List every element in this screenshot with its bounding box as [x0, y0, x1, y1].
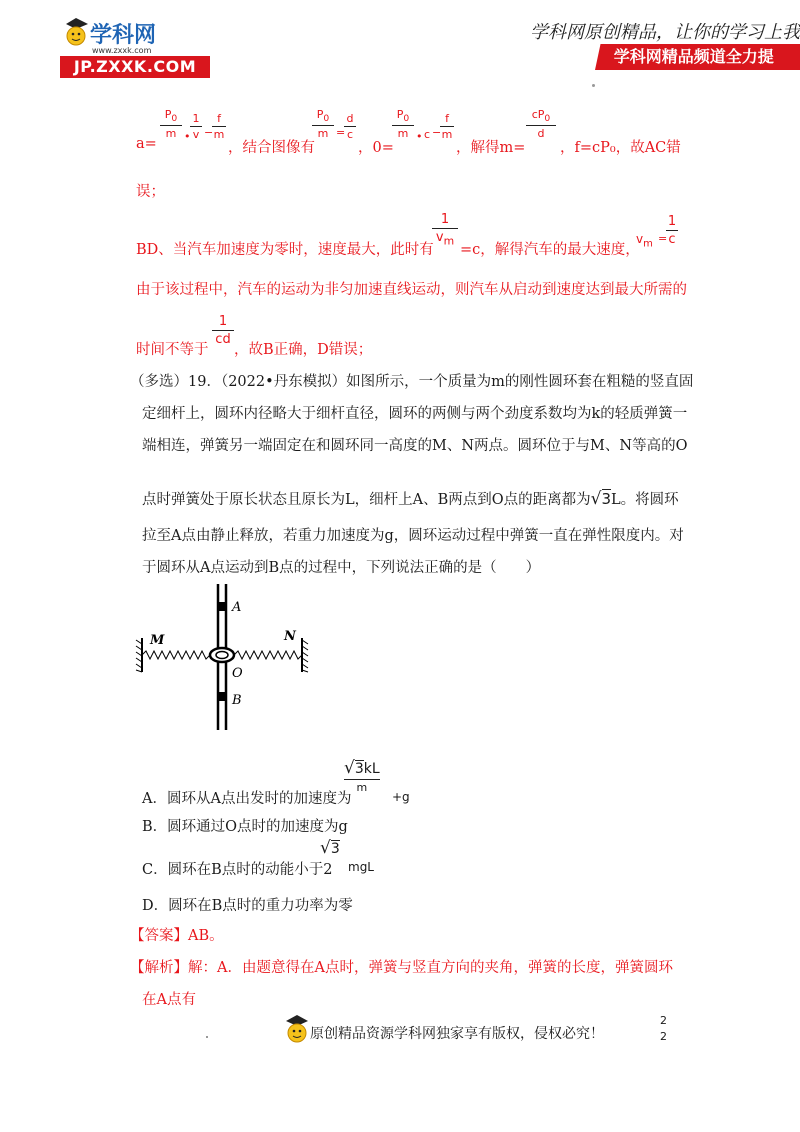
accel-label: a=	[136, 136, 157, 152]
option-c-sqrt	[320, 838, 340, 858]
frac-sub: 0	[403, 113, 410, 125]
copyright-notice: 原创精品资源学科网独家享有版权，侵权必究！	[310, 1026, 604, 1042]
frac-num: d	[346, 112, 354, 125]
frac-bar	[344, 126, 356, 127]
frac-bar	[212, 330, 234, 331]
solution-text: ，f=cP₀，故AC错	[560, 140, 681, 156]
header-dot	[592, 84, 595, 87]
spring-ring-diagram	[134, 584, 334, 734]
equals-operator: =	[658, 232, 668, 245]
solution-text: 误；	[136, 184, 165, 200]
frac-sub: m	[443, 234, 455, 248]
fraction-d-over-c	[344, 112, 356, 141]
question-text-part: 点时弹簧处于原长状态且原长为L，细杆上A、B两点到O点的距离都为	[142, 492, 591, 508]
option-a-text: A．圆环从A点出发时的加速度为	[142, 791, 352, 807]
option-c-text: C．圆环在B点时的动能小于2	[142, 862, 333, 878]
frac-num: 1	[440, 212, 450, 227]
frac-num: cP	[531, 108, 545, 121]
frac-den: c	[346, 128, 354, 141]
frac-bar	[440, 126, 454, 127]
solution-text: ，故B正确，D错误；	[234, 342, 373, 358]
mascot-icon	[62, 16, 90, 52]
dot-operator: •	[416, 130, 423, 143]
logo-url-small: www.zxxk.com	[92, 46, 152, 55]
solution-text: 由于该过程中，汽车的运动为非匀加速直线运动，则汽车从启动到速度达到最大所需的	[136, 282, 687, 298]
question-text: （多选）19．（2022•丹东模拟）如图所示，一个质量为m的刚性圆环套在粗糙的竖直固	[130, 374, 694, 390]
question-text: 定细杆上，圆环内径略大于细杆直径，圆环的两侧与两个劲度系数均为k的轻质弹簧一	[142, 406, 688, 422]
sqrt-radicand: 3	[330, 841, 340, 857]
frac-bar	[190, 126, 202, 127]
page-number-top: 2	[660, 1014, 667, 1027]
fraction-f-over-m	[212, 112, 226, 141]
option-a-tail: +g	[392, 790, 410, 804]
sqrt-radicand: 3	[601, 490, 612, 508]
logo-domain-bar	[60, 56, 210, 78]
analysis-label: 【解析】	[130, 960, 188, 976]
frac-den: m	[317, 127, 329, 141]
answer-value: AB。	[188, 928, 224, 944]
header-slogan: 学科网原创精品，让你的学习上我	[530, 22, 800, 43]
solution-text: ，解得m=	[456, 140, 526, 156]
frac-sub: 0	[323, 113, 330, 125]
frac-sub: 0	[171, 113, 178, 125]
solution-text: ，结合图像有	[228, 140, 315, 156]
fraction-p0-over-m	[160, 108, 182, 140]
fraction-1-over-cd	[212, 314, 234, 347]
option-b[interactable]: B．圆环通过O点时的加速度为g	[142, 819, 348, 835]
fraction-f-over-m	[440, 112, 454, 141]
logo-domain: JP.ZXXK.COM	[73, 57, 197, 76]
footer-dot	[206, 1036, 208, 1038]
var-c: c	[424, 128, 431, 141]
frac-bar	[160, 125, 182, 126]
footer-mascot-icon	[284, 1014, 310, 1046]
question-text: 于圆环从A点运动到B点的过程中，下列说法正确的是（ ）	[142, 560, 541, 576]
point-a-marker	[219, 602, 225, 611]
fraction-1-over-v	[190, 112, 202, 141]
frac-num: f	[445, 112, 449, 125]
fraction-p0-over-m	[312, 108, 334, 140]
ring-inner	[216, 652, 228, 659]
option-c-tail: mgL	[348, 860, 374, 874]
analysis-text: 解：A．由题意得在A点时，弹簧与竖直方向的夹角，弹簧的长度，弹簧圆环	[188, 960, 673, 976]
solution-text: =c，解得汽车的最大速度，	[460, 242, 640, 258]
frac-bar	[666, 230, 678, 231]
frac-bar	[526, 125, 556, 126]
left-spring	[142, 651, 210, 659]
frac-den: m	[397, 127, 409, 141]
minus-operator: −	[432, 126, 442, 139]
frac-bar	[344, 779, 380, 780]
frac-num: P	[396, 108, 404, 121]
frac-sub: 0	[544, 113, 551, 125]
solution-text: BD、当汽车加速度为零时，速度最大，此时有	[136, 242, 434, 258]
sqrt-symbol: √	[320, 838, 331, 858]
fraction-1-over-vm	[432, 212, 458, 248]
logo-name: 学科网	[90, 23, 157, 48]
frac-num: P	[164, 108, 172, 121]
vmax-symbol	[636, 232, 653, 249]
minus-operator: −	[204, 126, 214, 139]
sqrt-symbol: √	[590, 489, 602, 509]
label-m: M	[150, 633, 165, 648]
answer-label: 【答案】	[130, 928, 188, 944]
equals-operator: =	[336, 126, 346, 139]
option-a-fraction	[344, 758, 380, 794]
question-text-part: L。将圆环	[611, 492, 679, 508]
point-b-marker	[219, 692, 225, 701]
fraction-1-over-c	[666, 214, 678, 247]
frac-den: c	[668, 232, 676, 247]
var-sub: m	[643, 238, 653, 250]
label-n: N	[284, 629, 296, 644]
frac-num-tail: kL	[363, 761, 380, 777]
label-a: A	[232, 600, 242, 615]
label-b: B	[232, 693, 242, 708]
frac-den: d	[537, 127, 545, 141]
frac-num: 1	[218, 314, 228, 329]
frac-bar	[432, 228, 458, 229]
analysis-text: 在A点有	[142, 992, 196, 1008]
frac-den: v	[435, 230, 444, 245]
answer-line	[130, 924, 224, 945]
frac-num: P	[316, 108, 324, 121]
frac-den: m	[213, 128, 225, 141]
label-o: O	[232, 666, 243, 681]
channel-banner[interactable]	[595, 44, 800, 70]
frac-bar	[312, 125, 334, 126]
frac-num: 1	[192, 112, 200, 125]
option-d[interactable]: D．圆环在B点时的重力功率为零	[142, 898, 353, 914]
analysis-line1	[130, 956, 673, 977]
sqrt-symbol: √	[344, 758, 355, 778]
frac-den: m	[441, 128, 453, 141]
site-logo[interactable]	[60, 16, 220, 76]
frac-den: m	[165, 127, 177, 141]
page-number-bottom: 2	[660, 1030, 667, 1043]
solution-text: 时间不等于	[136, 342, 209, 358]
solution-text: ，0=	[358, 140, 394, 156]
dot-operator: •	[184, 130, 191, 143]
frac-bar	[392, 125, 414, 126]
frac-num: f	[217, 112, 221, 125]
frac-den: m	[356, 781, 368, 794]
frac-den: v	[192, 128, 200, 141]
question-text: 拉至A点由静止释放，若重力加速度为g，圆环运动过程中弹簧一直在弹性限度内。对	[142, 528, 684, 544]
right-spring	[234, 651, 302, 659]
frac-den: cd	[215, 332, 231, 347]
var-v: v	[636, 232, 644, 246]
question-text	[142, 488, 679, 509]
question-text: 端相连，弹簧另一端固定在和圆环同一高度的M、N两点。圆环位于与M、N等高的O	[142, 438, 688, 454]
channel-banner-text: 学科网精品频道全力提	[613, 47, 774, 66]
fraction-cp0-over-d	[526, 108, 556, 140]
frac-num	[344, 758, 380, 778]
frac-num: 1	[667, 214, 677, 229]
fraction-p0-over-m	[392, 108, 414, 140]
sqrt-radicand: 3	[354, 761, 364, 777]
frac-bar	[212, 126, 226, 127]
